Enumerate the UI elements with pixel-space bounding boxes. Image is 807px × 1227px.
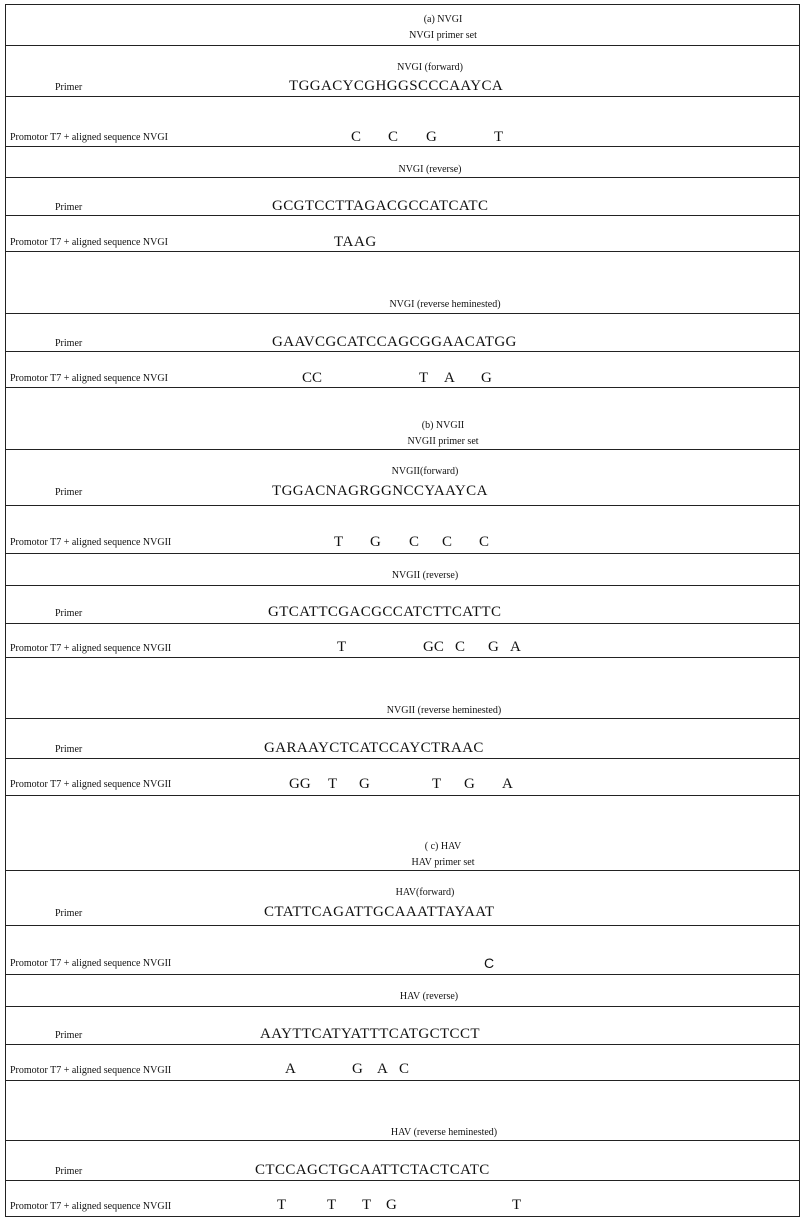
mismatch-base: T bbox=[328, 776, 338, 792]
primer-label: Primer bbox=[55, 908, 83, 919]
primer-sequence: GARAAYCTCATCCAYCTRAAC bbox=[264, 740, 484, 756]
section-subheading: HAV primer set bbox=[411, 857, 475, 868]
aligned-label: Promotor T7 + aligned sequence NVGI bbox=[10, 373, 168, 384]
divider bbox=[5, 657, 800, 658]
aligned-label: Promotor T7 + aligned sequence NVGII bbox=[10, 1201, 172, 1212]
mismatch-base: A bbox=[502, 776, 513, 792]
aligned-label: Promotor T7 + aligned sequence NVGII bbox=[10, 779, 172, 790]
divider bbox=[5, 313, 800, 314]
aligned-label: Promotor T7 + aligned sequence NVGI bbox=[10, 237, 168, 248]
section-heading: (b) NVGII bbox=[421, 420, 465, 431]
divider bbox=[5, 351, 800, 352]
primer-label: Primer bbox=[55, 202, 83, 213]
primer-label: Primer bbox=[55, 338, 83, 349]
divider bbox=[5, 146, 800, 147]
divider bbox=[5, 870, 800, 871]
section-heading: (a) NVGI bbox=[423, 14, 463, 25]
mismatch-base: A bbox=[510, 639, 521, 655]
divider bbox=[5, 505, 800, 506]
mismatch-base: G bbox=[481, 370, 492, 386]
primer-sequence: GTCATTCGACGCCATCTTCATTC bbox=[268, 604, 502, 620]
mismatch-base: C bbox=[455, 639, 466, 655]
primer-sequence: CTCCAGCTGCAATTCTACTCATC bbox=[255, 1162, 490, 1178]
mismatch-base: G bbox=[426, 129, 437, 145]
mismatch-base: T bbox=[327, 1197, 337, 1213]
divider bbox=[5, 718, 800, 719]
mismatch-base: T bbox=[334, 534, 344, 550]
block-title: HAV (reverse heminested) bbox=[390, 1127, 498, 1138]
mismatch-base: A bbox=[444, 370, 455, 386]
mismatch-base: T bbox=[494, 129, 504, 145]
divider bbox=[5, 795, 800, 796]
divider bbox=[5, 1080, 800, 1081]
aligned-label: Promotor T7 + aligned sequence NVGII bbox=[10, 1065, 172, 1076]
mismatch-base: A bbox=[285, 1061, 296, 1077]
mismatch-base: G bbox=[370, 534, 381, 550]
mismatch-base: T bbox=[337, 639, 347, 655]
divider bbox=[5, 925, 800, 926]
mismatch-base: T bbox=[419, 370, 429, 386]
block-title: NVGII(forward) bbox=[391, 466, 459, 477]
divider bbox=[5, 1180, 800, 1181]
divider bbox=[5, 1044, 800, 1045]
divider bbox=[5, 623, 800, 624]
mismatch-base: C bbox=[399, 1061, 410, 1077]
primer-label: Primer bbox=[55, 487, 83, 498]
mismatch-base: T bbox=[432, 776, 442, 792]
mismatch-base: C bbox=[388, 129, 399, 145]
block-title: NVGI (reverse heminested) bbox=[389, 299, 501, 310]
mismatch-base: C bbox=[409, 534, 420, 550]
block-title: NVGI (reverse) bbox=[398, 164, 462, 175]
mismatch-base: C bbox=[479, 534, 490, 550]
mismatch-base: G bbox=[359, 776, 370, 792]
primer-sequence: TGGACNAGRGGNCCYAAYCA bbox=[272, 483, 488, 499]
section-heading: ( c) HAV bbox=[424, 841, 462, 852]
mismatch-base: T bbox=[362, 1197, 372, 1213]
divider bbox=[5, 177, 800, 178]
mismatch-base: T bbox=[277, 1197, 287, 1213]
divider bbox=[5, 45, 800, 46]
primer-label: Primer bbox=[55, 1166, 83, 1177]
mismatch-base: CC bbox=[302, 370, 323, 386]
mismatch-base: TAAG bbox=[334, 234, 377, 250]
divider bbox=[5, 974, 800, 975]
block-title: NVGII (reverse) bbox=[391, 570, 459, 581]
mismatch-base: A bbox=[377, 1061, 388, 1077]
primer-label: Primer bbox=[55, 744, 83, 755]
mismatch-base: G bbox=[488, 639, 499, 655]
divider bbox=[5, 1140, 800, 1141]
primer-sequence: TGGACYCGHGGSCCCAAYCA bbox=[289, 78, 504, 94]
divider bbox=[5, 215, 800, 216]
primer-sequence: GCGTCCTTAGACGCCATCATC bbox=[272, 198, 489, 214]
divider bbox=[5, 1006, 800, 1007]
block-title: HAV (reverse) bbox=[399, 991, 459, 1002]
mismatch-base: G bbox=[386, 1197, 397, 1213]
mismatch-base: C bbox=[351, 129, 362, 145]
mismatch-base: C bbox=[484, 955, 495, 971]
block-title: NVGI (forward) bbox=[397, 62, 463, 73]
mismatch-base: T bbox=[512, 1197, 522, 1213]
primer-sequence: CTATTCAGATTGCAAATTAYAAT bbox=[264, 904, 495, 920]
primer-label: Primer bbox=[55, 1030, 83, 1041]
block-title: HAV(forward) bbox=[395, 887, 455, 898]
aligned-label: Promotor T7 + aligned sequence NVGII bbox=[10, 537, 172, 548]
aligned-label: Promotor T7 + aligned sequence NVGI bbox=[10, 132, 168, 143]
primer-label: Primer bbox=[55, 608, 83, 619]
divider bbox=[5, 449, 800, 450]
block-title: NVGII (reverse heminested) bbox=[386, 705, 502, 716]
section-subheading: NVGI primer set bbox=[409, 30, 477, 41]
divider bbox=[5, 387, 800, 388]
mismatch-base: GG bbox=[289, 776, 311, 792]
divider bbox=[5, 553, 800, 554]
mismatch-base: C bbox=[442, 534, 453, 550]
primer-sequence: AAYTTCATYATTTCATGCTCCT bbox=[260, 1026, 480, 1042]
aligned-label: Promotor T7 + aligned sequence NVGII bbox=[10, 958, 172, 969]
divider bbox=[5, 251, 800, 252]
divider bbox=[5, 758, 800, 759]
divider bbox=[5, 96, 800, 97]
section-subheading: NVGII primer set bbox=[407, 436, 479, 447]
primer-sequence: GAAVCGCATCCAGCGGAACATGG bbox=[272, 334, 517, 350]
primer-label: Primer bbox=[55, 82, 83, 93]
aligned-label: Promotor T7 + aligned sequence NVGII bbox=[10, 643, 172, 654]
mismatch-base: G bbox=[464, 776, 475, 792]
mismatch-base: GC bbox=[423, 639, 444, 655]
divider bbox=[5, 585, 800, 586]
mismatch-base: G bbox=[352, 1061, 363, 1077]
